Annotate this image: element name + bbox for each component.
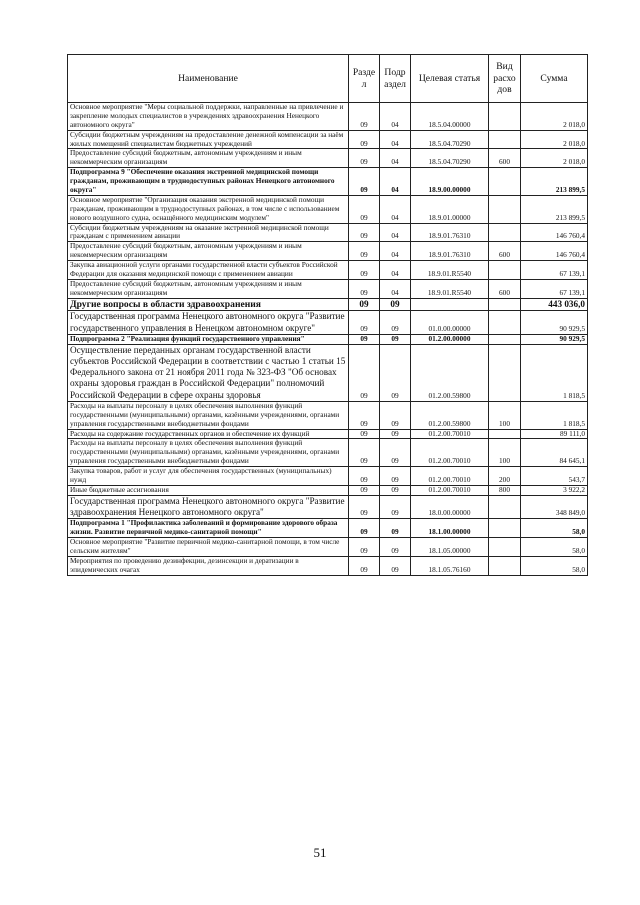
row-subsection: 09 xyxy=(380,467,411,486)
row-subsection: 09 xyxy=(380,401,411,429)
table-row xyxy=(68,261,588,280)
row-target-article: 01.0.00.00000 xyxy=(411,311,489,334)
row-section: 09 xyxy=(349,242,380,261)
row-name: Основное мероприятие "Меры социальной поддержки, направленные на привлечение и закрепление молодых специалистов в учреждениях здравоохранения Ненецкого автономного округа" xyxy=(68,103,349,131)
table-row xyxy=(68,495,588,518)
row-section: 09 xyxy=(349,556,380,575)
row-section: 09 xyxy=(349,401,380,429)
row-subsection: 04 xyxy=(380,195,411,223)
row-name: Подпрограмма 2 "Реализация функций государственного управления" xyxy=(68,334,349,344)
row-target-article: 18.1.00.00000 xyxy=(411,519,489,538)
row-subsection: 04 xyxy=(380,130,411,149)
row-target-article: 01.2.00.70010 xyxy=(411,467,489,486)
row-expense-type: 600 xyxy=(489,149,521,168)
table-row xyxy=(68,223,588,242)
row-amount: 146 760,4 xyxy=(521,223,588,242)
row-subsection: 09 xyxy=(380,537,411,556)
row-target-article: 01.2.00.59800 xyxy=(411,401,489,429)
row-expense-type xyxy=(489,298,521,311)
row-target-article: 01.2.00.00000 xyxy=(411,334,489,344)
table-row xyxy=(68,130,588,149)
header-amount: Сумма xyxy=(521,55,588,103)
row-amount: 2 018,0 xyxy=(521,130,588,149)
row-section: 09 xyxy=(349,168,380,196)
row-subsection: 04 xyxy=(380,279,411,298)
row-target-article: 18.5.04.70290 xyxy=(411,149,489,168)
row-section: 09 xyxy=(349,311,380,334)
row-target-article: 18.9.01.R5540 xyxy=(411,261,489,280)
row-amount: 67 139,1 xyxy=(521,261,588,280)
row-name: Государственная программа Ненецкого автономного округа "Развитие государственного управления в Ненецком автономном округе" xyxy=(68,311,349,334)
row-section: 09 xyxy=(349,261,380,280)
row-expense-type: 600 xyxy=(489,279,521,298)
table-row xyxy=(68,519,588,538)
row-target-article: 18.9.01.76310 xyxy=(411,223,489,242)
row-name: Закупка товаров, работ и услуг для обеспечения государственных (муниципальных) нужд xyxy=(68,467,349,486)
row-section: 09 xyxy=(349,537,380,556)
row-section: 09 xyxy=(349,298,380,311)
table-row xyxy=(68,168,588,196)
row-section: 09 xyxy=(349,519,380,538)
budget-table-sheet xyxy=(67,54,587,576)
row-subsection: 09 xyxy=(380,439,411,467)
row-amount: 1 818,5 xyxy=(521,401,588,429)
row-expense-type xyxy=(489,223,521,242)
row-expense-type xyxy=(489,261,521,280)
header-subsection: Подр аздел xyxy=(380,55,411,103)
row-target-article: 01.2.00.70010 xyxy=(411,439,489,467)
row-amount: 443 036,0 xyxy=(521,298,588,311)
row-amount: 58,0 xyxy=(521,519,588,538)
row-subsection: 09 xyxy=(380,334,411,344)
row-subsection: 09 xyxy=(380,429,411,439)
row-target-article: 18.9.01.76310 xyxy=(411,242,489,261)
row-section: 09 xyxy=(349,149,380,168)
row-target-article: 18.5.04.70290 xyxy=(411,130,489,149)
row-expense-type xyxy=(489,311,521,334)
table-row xyxy=(68,195,588,223)
row-name: Субсидии бюджетным учреждениям на предоставление денежной компенсации за наём жилых помещений специалистам бюджетных учреждений xyxy=(68,130,349,149)
row-target-article: 01.2.00.59800 xyxy=(411,344,489,401)
row-expense-type: 800 xyxy=(489,485,521,495)
row-expense-type: 100 xyxy=(489,401,521,429)
row-subsection: 09 xyxy=(380,485,411,495)
table-row xyxy=(68,103,588,131)
row-amount: 213 899,5 xyxy=(521,168,588,196)
row-name: Подпрограмма 9 "Обеспечение оказания экстренной медицинской помощи гражданам, проживающим в труднодоступных районах Ненецкого автономного округа" xyxy=(68,168,349,196)
row-section: 09 xyxy=(349,344,380,401)
row-amount: 90 929,5 xyxy=(521,334,588,344)
row-section: 09 xyxy=(349,467,380,486)
row-amount: 3 922,2 xyxy=(521,485,588,495)
table-row xyxy=(68,334,588,344)
row-expense-type xyxy=(489,495,521,518)
row-subsection: 04 xyxy=(380,261,411,280)
table-row xyxy=(68,311,588,334)
row-target-article: 18.5.04.00000 xyxy=(411,103,489,131)
table-row xyxy=(68,439,588,467)
row-amount: 58,0 xyxy=(521,556,588,575)
row-subsection: 09 xyxy=(380,311,411,334)
row-amount: 58,0 xyxy=(521,537,588,556)
row-name: Подпрограмма 1 "Профилактика заболеваний и формирование здорового образа жизни. Развитие первичной медико-санитарной помощи" xyxy=(68,519,349,538)
row-name: Закупка авиационной услуги органами государственной власти субъектов Российской Федерации для оказания медицинской помощи с применением авиации xyxy=(68,261,349,280)
header-expense-type: Вид расхо дов xyxy=(489,55,521,103)
table-row xyxy=(68,401,588,429)
budget-table xyxy=(67,54,588,576)
row-expense-type xyxy=(489,168,521,196)
row-name: Осуществление переданных органам государственной власти субъектов Российской Федерации в соответствии с частью 1 статьи 15 Федерального закона от 21 ноября 2011 года № 323-ФЗ "Об основах охраны здоровья граждан в Российской Федерации" полномочий Российской Федерации в сфере охраны здоровья xyxy=(68,344,349,401)
page-number: 51 xyxy=(313,845,327,860)
row-amount: 348 849,0 xyxy=(521,495,588,518)
row-name: Расходы на выплаты персоналу в целях обеспечения выполнения функций государственными (муниципальными) органами, казёнными учреждениями, органами управления государственными внебюджетными фондами xyxy=(68,439,349,467)
row-name: Субсидии бюджетным учреждениям на оказание экстренной медицинской помощи гражданам с применением авиации xyxy=(68,223,349,242)
row-name: Расходы на выплаты персоналу в целях обеспечения выполнения функций государственными (муниципальными) органами, казёнными учреждениями, органами управления государственными внебюджетными фондами xyxy=(68,401,349,429)
row-section: 09 xyxy=(349,429,380,439)
row-expense-type xyxy=(489,519,521,538)
row-target-article: 18.0.00.00000 xyxy=(411,495,489,518)
row-name: Мероприятия по проведению дезинфекции, дезинсекции и дератизации в эпидемических очагах xyxy=(68,556,349,575)
table-row xyxy=(68,537,588,556)
row-target-article: 18.9.01.00000 xyxy=(411,195,489,223)
row-section: 09 xyxy=(349,334,380,344)
row-subsection: 04 xyxy=(380,168,411,196)
row-section: 09 xyxy=(349,130,380,149)
row-subsection: 09 xyxy=(380,519,411,538)
table-row xyxy=(68,485,588,495)
row-target-article: 01.2.00.70010 xyxy=(411,485,489,495)
row-name: Иные бюджетные ассигнования xyxy=(68,485,349,495)
table-row xyxy=(68,298,588,311)
row-amount: 1 818,5 xyxy=(521,344,588,401)
row-expense-type: 200 xyxy=(489,467,521,486)
row-subsection: 09 xyxy=(380,495,411,518)
row-name: Основное мероприятие "Организация оказания экстренной медицинской помощи гражданам, проживающим в труднодоступных районах, в том числе с использованием нового воздушного судна, оснащённого медицинским модулем" xyxy=(68,195,349,223)
header-section: Разде л xyxy=(349,55,380,103)
row-amount: 543,7 xyxy=(521,467,588,486)
table-row xyxy=(68,556,588,575)
row-name: Другие вопросы в области здравоохранения xyxy=(68,298,349,311)
row-target-article: 18.9.01.R5540 xyxy=(411,279,489,298)
table-row xyxy=(68,149,588,168)
row-section: 09 xyxy=(349,223,380,242)
row-subsection: 04 xyxy=(380,149,411,168)
row-section: 09 xyxy=(349,195,380,223)
row-expense-type xyxy=(489,344,521,401)
header-name: Наименование xyxy=(68,55,349,103)
row-subsection: 09 xyxy=(380,298,411,311)
row-amount: 89 111,0 xyxy=(521,429,588,439)
row-expense-type: 100 xyxy=(489,439,521,467)
row-section: 09 xyxy=(349,439,380,467)
table-row xyxy=(68,344,588,401)
row-section: 09 xyxy=(349,495,380,518)
row-name: Предоставление субсидий бюджетным, автономным учреждениям и иным некоммерческим организациям xyxy=(68,242,349,261)
row-amount: 213 899,5 xyxy=(521,195,588,223)
table-header-row xyxy=(68,55,588,103)
row-expense-type xyxy=(489,195,521,223)
row-target-article: 18.1.05.00000 xyxy=(411,537,489,556)
table-body xyxy=(68,103,588,576)
row-section: 09 xyxy=(349,279,380,298)
row-expense-type xyxy=(489,556,521,575)
row-subsection: 04 xyxy=(380,223,411,242)
row-target-article: 18.9.00.00000 xyxy=(411,168,489,196)
row-expense-type xyxy=(489,103,521,131)
row-section: 09 xyxy=(349,485,380,495)
row-name: Государственная программа Ненецкого автономного округа "Развитие здравоохранения Ненецкого автономного округа" xyxy=(68,495,349,518)
row-name: Основное мероприятие "Развитие первичной медико-санитарной помощи, в том числе сельским жителям" xyxy=(68,537,349,556)
row-target-article xyxy=(411,298,489,311)
row-subsection: 09 xyxy=(380,556,411,575)
row-subsection: 04 xyxy=(380,103,411,131)
row-expense-type xyxy=(489,537,521,556)
table-row xyxy=(68,279,588,298)
row-target-article: 01.2.00.70010 xyxy=(411,429,489,439)
row-name: Предоставление субсидий бюджетным, автономным учреждениям и иным некоммерческим организациям xyxy=(68,149,349,168)
row-amount: 67 139,1 xyxy=(521,279,588,298)
table-row xyxy=(68,242,588,261)
row-target-article: 18.1.05.76160 xyxy=(411,556,489,575)
row-amount: 146 760,4 xyxy=(521,242,588,261)
row-amount: 90 929,5 xyxy=(521,311,588,334)
row-expense-type xyxy=(489,429,521,439)
row-name: Предоставление субсидий бюджетным, автономным учреждениям и иным некоммерческим организациям xyxy=(68,279,349,298)
row-section: 09 xyxy=(349,103,380,131)
row-subsection: 04 xyxy=(380,242,411,261)
header-target-article: Целевая статья xyxy=(411,55,489,103)
row-amount: 84 645,1 xyxy=(521,439,588,467)
row-subsection: 09 xyxy=(380,344,411,401)
row-name: Расходы на содержание государственных органов и обеспечение их функций xyxy=(68,429,349,439)
table-row xyxy=(68,429,588,439)
row-expense-type: 600 xyxy=(489,242,521,261)
row-expense-type xyxy=(489,130,521,149)
row-expense-type xyxy=(489,334,521,344)
row-amount: 2 018,0 xyxy=(521,103,588,131)
table-row xyxy=(68,467,588,486)
row-amount: 2 018,0 xyxy=(521,149,588,168)
